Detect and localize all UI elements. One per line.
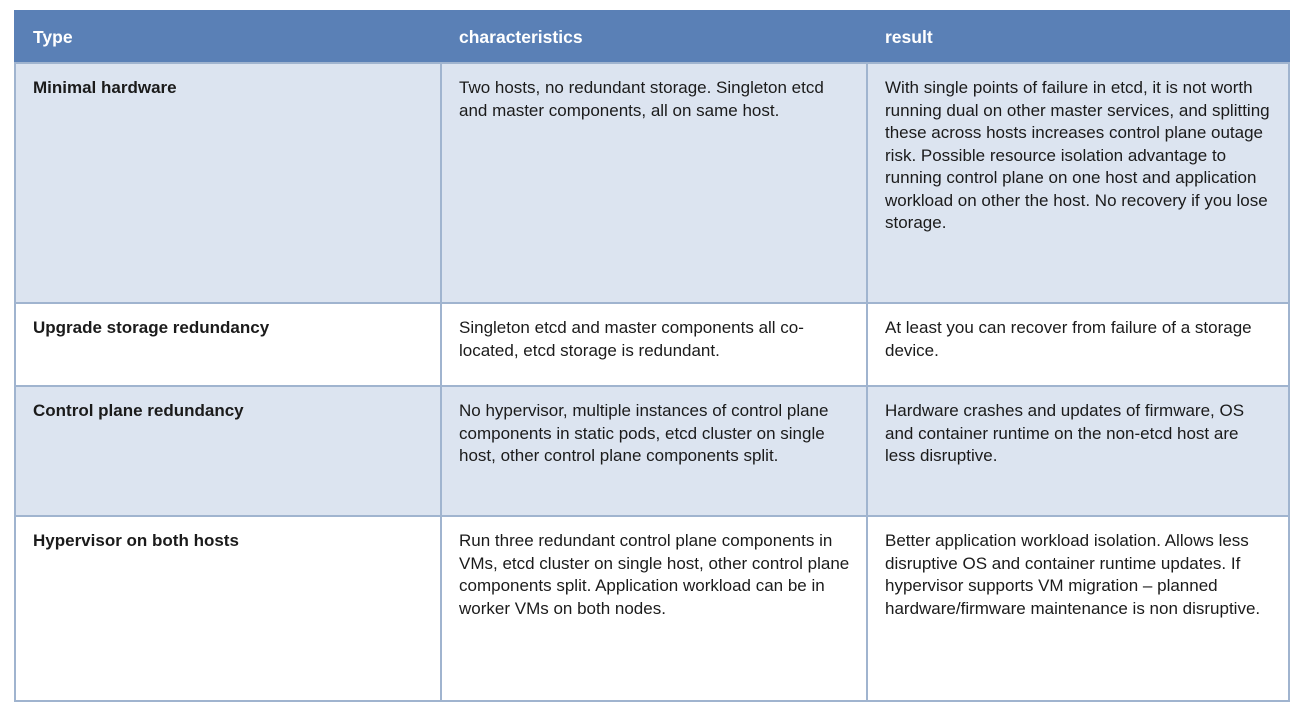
column-header-type: Type bbox=[15, 11, 441, 63]
cell-result: Hardware crashes and updates of firmware, OS and container runtime on the non-etcd host are less disruptive. bbox=[867, 386, 1289, 516]
table-row bbox=[15, 63, 1289, 303]
table-row bbox=[15, 516, 1289, 701]
table-row bbox=[15, 386, 1289, 516]
cell-result: At least you can recover from failure of a storage device. bbox=[867, 303, 1289, 386]
column-header-result: result bbox=[867, 11, 1289, 63]
cell-characteristics: Singleton etcd and master components all co-located, etcd storage is redundant. bbox=[441, 303, 867, 386]
cell-result: Better application workload isolation. Allows less disruptive OS and container runtime updates. If hypervisor supports VM migration – planned hardware/firmware maintenance is non disruptive. bbox=[867, 516, 1289, 701]
column-header-characteristics: characteristics bbox=[441, 11, 867, 63]
cell-type: Upgrade storage redundancy bbox=[15, 303, 441, 386]
comparison-table bbox=[14, 10, 1290, 702]
cell-characteristics: Run three redundant control plane components in VMs, etcd cluster on single host, other control plane components split. Application workload can be in worker VMs on both nodes. bbox=[441, 516, 867, 701]
table-row bbox=[15, 303, 1289, 386]
cell-type: Minimal hardware bbox=[15, 63, 441, 303]
cell-type: Control plane redundancy bbox=[15, 386, 441, 516]
cell-result: With single points of failure in etcd, it is not worth running dual on other master services, and splitting these across hosts increases control plane outage risk. Possible resource isolation advantage to running control plane on one host and application workload on other the host. No recovery if you lose storage. bbox=[867, 63, 1289, 303]
cell-characteristics: No hypervisor, multiple instances of control plane components in static pods, etcd cluster on single host, other control plane components split. bbox=[441, 386, 867, 516]
header-row bbox=[15, 11, 1289, 63]
cell-characteristics: Two hosts, no redundant storage. Singleton etcd and master components, all on same host. bbox=[441, 63, 867, 303]
cell-type: Hypervisor on both hosts bbox=[15, 516, 441, 701]
